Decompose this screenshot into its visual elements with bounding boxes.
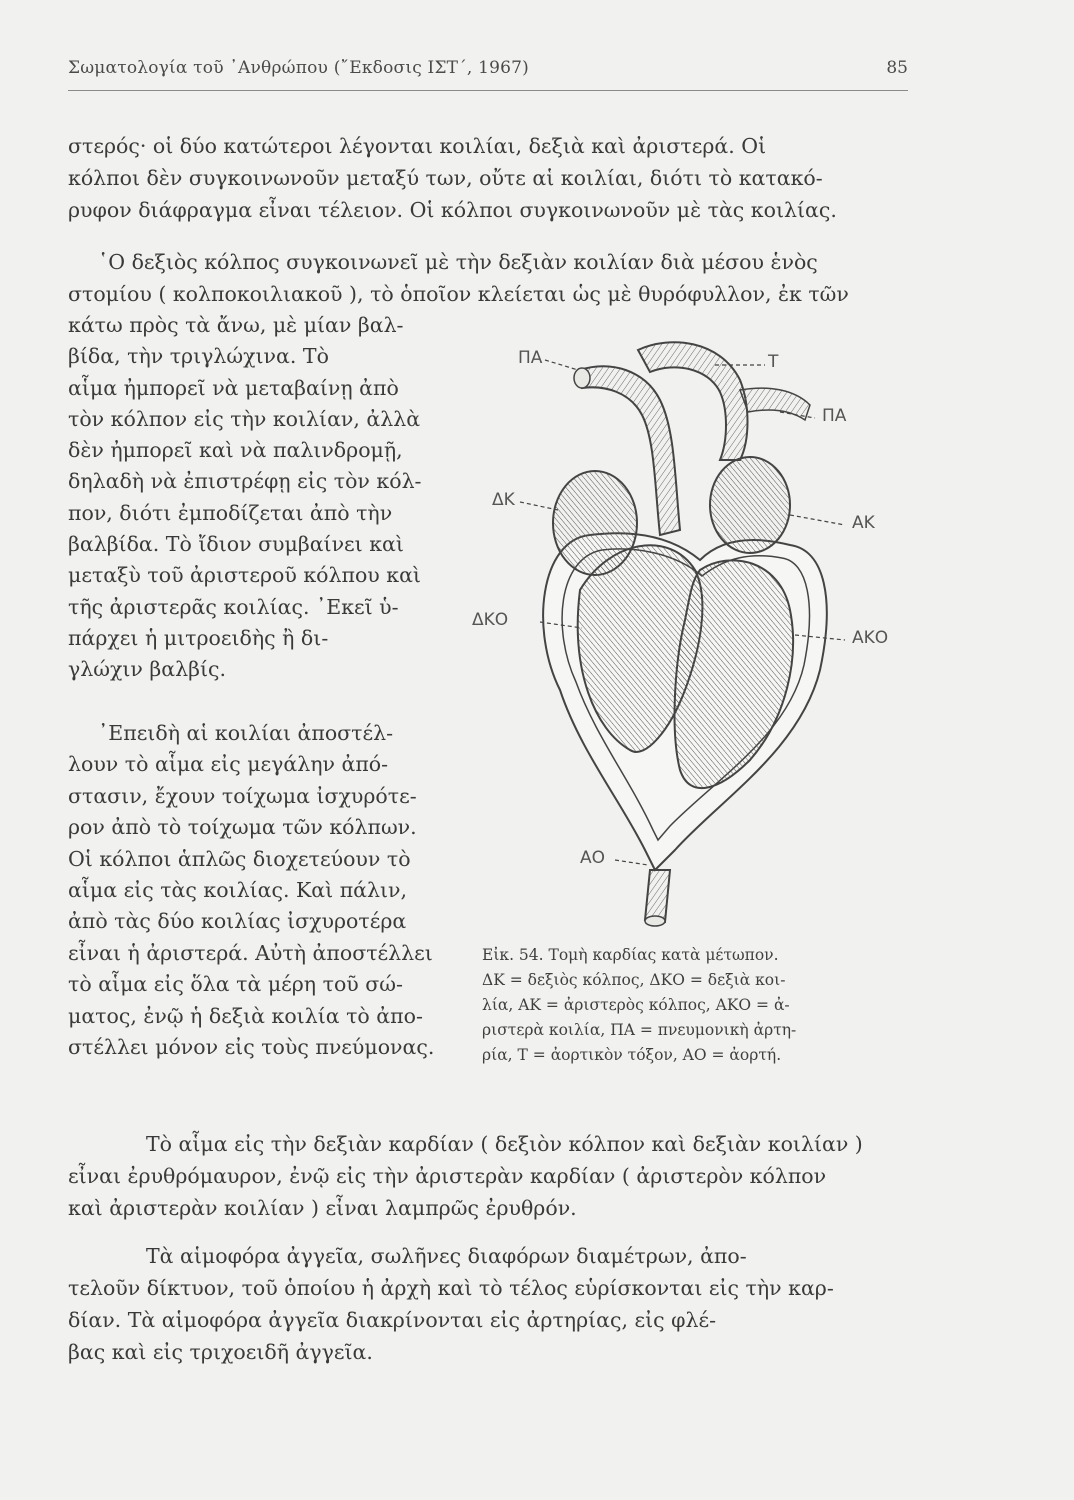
caption-line: λία, ΑΚ = ἀριστερὸς κόλπος, ΑΚΟ = ἀ- — [482, 996, 790, 1014]
label-dk: ΔΚ — [492, 490, 515, 510]
text-line: τὸ αἷμα εἰς ὅλα τὰ μέρη τοῦ σώ- — [68, 972, 403, 997]
text-line: γλώχιν βαλβίς. — [68, 657, 226, 682]
header-rule — [68, 90, 908, 91]
caption-line: Εἰκ. 54. Τομὴ καρδίας κατὰ μέτωπον. — [482, 946, 779, 964]
text-line: ρυφον διάφραγμα εἶναι τέλειον. Οἱ κόλποι συγκοινωνοῦν μὲ τὰς κοιλίας. — [68, 198, 837, 222]
text-line: στέλλει μόνον εἰς τοὺς πνεύμονας. — [68, 1035, 435, 1060]
text-line: στερός· οἱ δύο κατώτεροι λέγονται κοιλίαι, δεξιὰ καὶ ἀριστερά. Οἱ — [68, 134, 767, 158]
text-line: εἶναι ἡ ἀριστερά. Αὐτὴ ἀποστέλλει — [68, 940, 433, 965]
text-line: βαλβίδα. Τὸ ἴδιον συμβαίνει καὶ — [68, 532, 404, 557]
paragraph-5 — [68, 1240, 834, 1368]
paragraph-2-narrow — [68, 310, 422, 686]
heart-section-figure — [470, 330, 920, 940]
caption-line: ρία, Τ = ἀορτικὸν τόξον, ΑΟ = ἀορτή. — [482, 1046, 782, 1064]
text-line: λουν τὸ αἷμα εἰς μεγάλην ἀπό- — [68, 752, 389, 777]
text-line: πον, διότι ἐμποδίζεται ἀπὸ τὴν — [68, 500, 393, 525]
text-line: δίαν. Τὰ αἱμοφόρα ἀγγεῖα διακρίνονται εἰς ἀρτηρίας, εἰς φλέ- — [68, 1308, 717, 1332]
text-line: δὲν ἠμπορεῖ καὶ νὰ παλινδρομῇ, — [68, 438, 403, 463]
text-line: Τὸ αἷμα εἰς τὴν δεξιὰν καρδίαν ( δεξιὸν κόλπον καὶ δεξιὰν κοιλίαν ) — [146, 1132, 863, 1156]
text-line: εἶναι ἐρυθρόμαυρον, ἐνῷ εἰς τὴν ἀριστερὰν καρδίαν ( ἀριστερὸν κόλπον — [68, 1164, 827, 1188]
caption-line: ΔΚ = δεξιὸς κόλπος, ΔΚΟ = δεξιὰ κοι- — [482, 971, 786, 989]
header-title: Σωματολογία τοῦ ᾿Ανθρώπου (῎Εκδοσις ΙΣΤ΄, 1967) — [68, 58, 530, 78]
text-line: τὸν κόλπον εἰς τὴν κοιλίαν, ἀλλὰ — [68, 406, 421, 431]
text-line: στομίου ( κολποκοιλιακοῦ ), τὸ ὁποῖον κλείεται ὡς μὲ θυρόφυλλον, ἐκ τῶν — [68, 282, 849, 306]
text-line: αἷμα ἠμπορεῖ νὰ μεταβαίνῃ ἀπὸ — [68, 375, 399, 400]
paragraph-3 — [68, 718, 434, 1063]
text-line: ἀπὸ τὰς δύο κοιλίας ἰσχυροτέρα — [68, 909, 407, 934]
text-line: στασιν, ἔχουν τοίχωμα ἰσχυρότε- — [68, 783, 417, 808]
text-line: αἷμα εἰς τὰς κοιλίας. Καὶ πάλιν, — [68, 878, 408, 903]
text-line: ρον ἀπὸ τὸ τοίχωμα τῶν κόλπων. — [68, 815, 417, 840]
text-line: βίδα, τὴν τριγλώχινα. Τὸ — [68, 344, 329, 369]
label-ak: ΑΚ — [852, 513, 875, 533]
text-line: κάτω πρὸς τὰ ἄνω, μὲ μίαν βαλ- — [68, 313, 404, 337]
caption-line: ριστερὰ κοιλία, ΠΑ = πνευμονικὴ ἀρτη- — [482, 1021, 797, 1039]
text-line: κόλποι δὲν συγκοινωνοῦν μεταξύ των, οὔτε αἱ κοιλίαι, διότι τὸ κατακό- — [68, 166, 823, 190]
left-atrium — [710, 457, 790, 553]
text-line: πάρχει ἡ μιτροειδὴς ἢ δι- — [68, 625, 329, 650]
text-line: Οἱ κόλποι ἁπλῶς διοχετεύουν τὸ — [68, 846, 411, 871]
paragraph-1 — [68, 130, 837, 226]
label-ao: ΑΟ — [580, 848, 606, 868]
descending-aorta — [645, 870, 670, 922]
left-ventricle — [675, 560, 793, 788]
text-line: καὶ ἀριστερὰν κοιλίαν ) εἶναι λαμπρῶς ἐρυθρόν. — [68, 1196, 577, 1220]
page-number: 85 — [886, 58, 908, 78]
label-ako: ΑΚΟ — [852, 628, 889, 648]
label-pa-right: ΠΑ — [822, 406, 847, 426]
text-line: Τὰ αἱμοφόρα ἀγγεῖα, σωλῆνες διαφόρων διαμέτρων, ἀπο- — [146, 1244, 747, 1268]
paragraph-2-full — [68, 246, 849, 310]
text-line: βας καὶ εἰς τριχοειδῆ ἀγγεῖα. — [68, 1340, 373, 1364]
label-t: Τ — [768, 352, 779, 372]
text-line: ῾Ο δεξιὸς κόλπος συγκοινωνεῖ μὲ τὴν δεξιὰν κοιλίαν διὰ μέσου ἑνὸς — [98, 250, 818, 274]
text-line: ᾿Επειδὴ αἱ κοιλίαι ἀποστέλ- — [98, 721, 394, 745]
paragraph-4 — [68, 1128, 863, 1224]
label-dko: ΔΚΟ — [472, 610, 509, 630]
text-line: τελοῦν δίκτυον, τοῦ ὁποίου ἡ ἀρχὴ καὶ τὸ τέλος εὑρίσκονται εἰς τὴν καρ- — [68, 1276, 834, 1300]
text-line: μεταξὺ τοῦ ἀριστεροῦ κόλπου καὶ — [68, 563, 421, 588]
text-line: τῆς ἀριστερᾶς κοιλίας. ᾿Εκεῖ ὑ- — [68, 594, 399, 619]
text-line: δηλαδὴ νὰ ἐπιστρέφῃ εἰς τὸν κόλ- — [68, 469, 422, 494]
figure-caption — [482, 943, 796, 1068]
label-pa-left: ΠΑ — [518, 348, 543, 368]
text-line: ματος, ἐνῷ ἡ δεξιὰ κοιλία τὸ ἀπο- — [68, 1003, 423, 1028]
